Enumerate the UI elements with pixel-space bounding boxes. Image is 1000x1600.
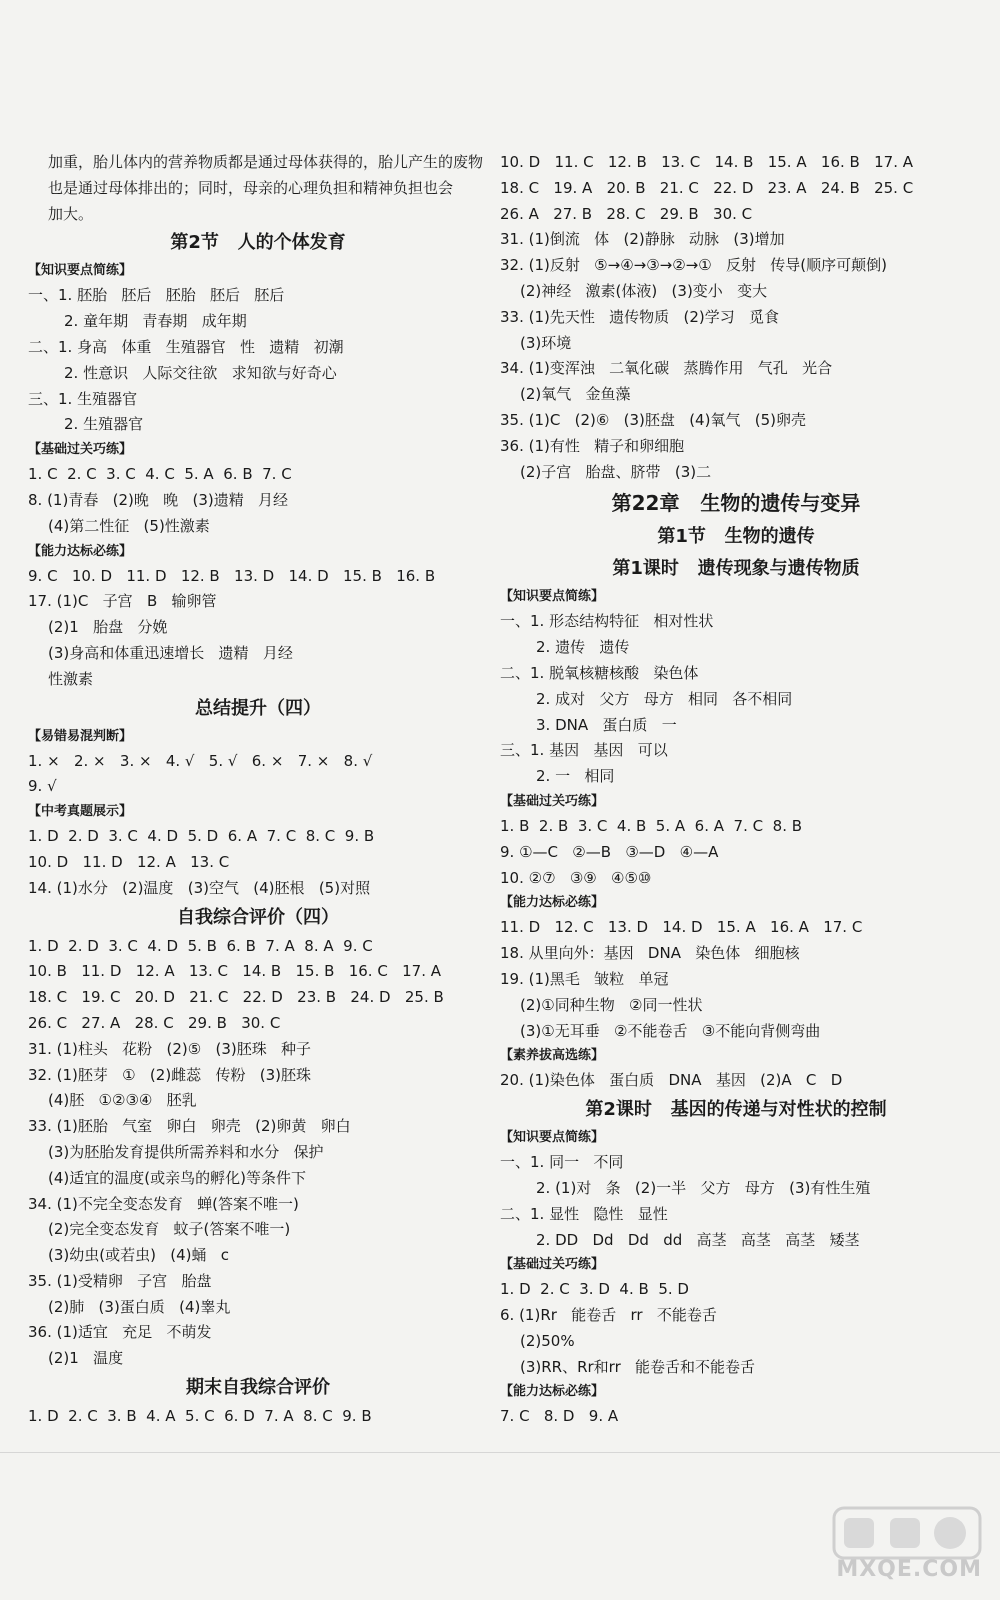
left-section-label: 【易错易混判断】 xyxy=(28,728,133,744)
right-answer-line: 18. C 19. A 20. B 21. C 22. D 23. A 24. B 25. C xyxy=(500,178,914,197)
left-section-label: 【中考真题展示】 xyxy=(28,804,133,820)
left-answer-line: 35. (1)受精卵 子宫 胎盘 xyxy=(28,1271,212,1290)
left-answer-line: 二、1. 身高 体重 生殖器官 性 遗精 初潮 xyxy=(28,337,344,356)
right-answer-line: 31. (1)倒流 体 (2)静脉 动脉 (3)增加 xyxy=(500,230,785,249)
right-column xyxy=(500,150,972,1430)
right-answer-line: 2. DD Dd Dd dd 高茎 高茎 高茎 矮茎 xyxy=(536,1230,860,1249)
right-answer-line: 一、1. 形态结构特征 相对性状 xyxy=(500,612,714,631)
left-section-label: 【基础过关巧练】 xyxy=(28,442,133,458)
left-answer-line: 1. D 2. D 3. C 4. D 5. B 6. B 7. A 8. A 9. C xyxy=(28,936,373,955)
right-section-label: 【知识要点简练】 xyxy=(500,1130,605,1146)
right-answer-line: 18. 从里向外：基因 DNA 染色体 细胞核 xyxy=(500,944,800,963)
right-answer-line: 36. (1)有性 精子和卵细胞 xyxy=(500,436,685,455)
left-answer-line: 18. C 19. C 20. D 21. C 22. D 23. B 24. D 25. B xyxy=(28,988,444,1007)
left-answer-line: 1. D 2. C 3. B 4. A 5. C 6. D 7. A 8. C 9. B xyxy=(28,1407,372,1426)
right-answer-line: 26. A 27. B 28. C 29. B 30. C xyxy=(500,204,753,223)
left-column xyxy=(28,150,488,1430)
right-chapter-heading: 第22章 生物的遗传与变异 xyxy=(611,491,861,516)
left-answer-line: (4)第二性征 (5)性激素 xyxy=(48,516,210,535)
right-answer-line: 1. B 2. B 3. C 4. B 5. A 6. A 7. C 8. B xyxy=(500,816,803,835)
left-answer-line: 2. 生殖器官 xyxy=(64,415,144,434)
right-answer-line: 11. D 12. C 13. D 14. D 15. A 16. A 17. C xyxy=(500,918,863,937)
left-answer-line: 性激素 xyxy=(48,669,94,688)
left-answer-line: 36. (1)适宜 充足 不萌发 xyxy=(28,1323,212,1342)
left-answer-line: 加大。 xyxy=(48,204,94,223)
left-answer-line: 三、1. 生殖器官 xyxy=(28,389,138,408)
left-answer-line: 加重，胎儿体内的营养物质都是通过母体获得的，胎儿产生的废物 xyxy=(48,153,484,171)
right-section-label: 【基础过关巧练】 xyxy=(500,1257,605,1273)
left-answer-line: (2)1 温度 xyxy=(48,1349,124,1368)
page-divider xyxy=(0,1452,1000,1453)
left-answer-line: 31. (1)柱头 花粉 (2)⑤ (3)胚珠 种子 xyxy=(28,1039,312,1058)
right-answer-line: 2. 一 相同 xyxy=(536,767,615,786)
left-answer-line: (3)身高和体重迅速增长 遗精 月经 xyxy=(48,643,293,662)
left-answer-line: 1. D 2. D 3. C 4. D 5. D 6. A 7. C 8. C 9. B xyxy=(28,827,375,846)
left-answer-line: 9. C 10. D 11. D 12. B 13. D 14. D 15. B 16. B xyxy=(28,566,436,585)
left-answer-line: 34. (1)不完全变态发育 蝉(答案不唯一) xyxy=(28,1194,299,1213)
right-answer-line: 2. 遗传 遗传 xyxy=(536,638,630,657)
left-answer-line: (4)适宜的温度(或亲鸟的孵化)等条件下 xyxy=(48,1168,306,1187)
right-answer-line: 二、1. 脱氧核糖核酸 染色体 xyxy=(500,663,699,682)
left-answer-line: (2)肺 (3)蛋白质 (4)睾丸 xyxy=(48,1297,231,1316)
right-answer-line: 35. (1)C (2)⑥ (3)胚盘 (4)氧气 (5)卵壳 xyxy=(500,410,806,429)
right-heading: 第2课时 基因的传递与对性状的控制 xyxy=(585,1099,887,1121)
right-heading: 第1课时 遗传现象与遗传物质 xyxy=(612,558,860,580)
left-answer-line: 8. (1)青春 (2)晚 晚 (3)遗精 月经 xyxy=(28,490,289,509)
right-answer-line: 19. (1)黑毛 皱粒 单冠 xyxy=(500,969,669,988)
left-answer-line: 也是通过母体排出的；同时，母亲的心理负担和精神负担也会 xyxy=(48,178,454,197)
right-section-label: 【能力达标必练】 xyxy=(500,1384,605,1400)
right-answer-line: 7. C 8. D 9. A xyxy=(500,1407,619,1426)
right-answer-line: 1. D 2. C 3. D 4. B 5. D xyxy=(500,1280,689,1299)
left-answer-line: 2. 童年期 青春期 成年期 xyxy=(64,312,247,331)
left-heading: 总结提升（四） xyxy=(195,697,321,719)
right-answer-line: 三、1. 基因 基因 可以 xyxy=(500,741,668,760)
left-answer-line: (3)为胚胎发育提供所需养料和水分 保护 xyxy=(48,1142,324,1161)
left-answer-line: 10. B 11. D 12. A 13. C 14. B 15. B 16. C 17. A xyxy=(28,962,442,981)
right-answer-line: (3)RR、Rr和rr 能卷舌和不能卷舌 xyxy=(520,1357,756,1376)
right-answer-line: (2)50% xyxy=(520,1331,575,1350)
left-answer-line: 2. 性意识 人际交往欲 求知欲与好奇心 xyxy=(64,363,337,382)
right-answer-line: 二、1. 显性 隐性 显性 xyxy=(500,1204,668,1223)
left-answer-line: 26. C 27. A 28. C 29. B 30. C xyxy=(28,1013,281,1032)
right-section-label: 【知识要点简练】 xyxy=(500,589,605,605)
left-answer-line: 9. √ xyxy=(28,777,57,796)
right-answer-line: 32. (1)反射 ⑤→④→③→②→① 反射 传导(顺序可颠倒) xyxy=(500,256,887,275)
left-answer-line: 32. (1)胚芽 ① (2)雌蕊 传粉 (3)胚珠 xyxy=(28,1065,312,1084)
left-section-label: 【能力达标必练】 xyxy=(28,543,133,559)
right-answer-line: 20. (1)染色体 蛋白质 DNA 基因 (2)A C D xyxy=(500,1071,843,1090)
right-answer-line: 2. (1)对 条 (2)一半 父方 母方 (3)有性生殖 xyxy=(536,1178,871,1197)
left-heading: 自我综合评价（四） xyxy=(177,906,339,928)
right-answer-line: 10. D 11. C 12. B 13. C 14. B 15. A 16. B 17. A xyxy=(500,153,914,171)
left-answer-line: (3)幼虫(或若虫) (4)蛹 c xyxy=(48,1246,230,1265)
left-answer-line: (2)完全变态发育 蚊子(答案不唯一) xyxy=(48,1220,291,1239)
left-answer-line: (4)胚 ①②③④ 胚乳 xyxy=(48,1091,197,1110)
left-answer-line: 17. (1)C 子宫 B 输卵管 xyxy=(28,592,217,611)
left-answer-line: 1. C 2. C 3. C 4. C 5. A 6. B 7. C xyxy=(28,465,292,484)
right-answer-line: 一、1. 同一 不同 xyxy=(500,1153,624,1172)
right-section-label: 【素养拔高选练】 xyxy=(500,1048,605,1064)
right-answer-line: (3)环境 xyxy=(520,333,572,352)
right-heading: 第1节 生物的遗传 xyxy=(657,526,815,548)
left-answer-line: 10. D 11. D 12. A 13. C xyxy=(28,852,230,871)
right-answer-line: 3. DNA 蛋白质 一 xyxy=(536,715,677,734)
left-answer-line: 33. (1)胚胎 气室 卵白 卵壳 (2)卵黄 卵白 xyxy=(28,1117,351,1136)
left-answer-line: 1. × 2. × 3. × 4. √ 5. √ 6. × 7. × 8. √ xyxy=(28,751,373,770)
right-answer-line: 10. ②⑦ ③⑨ ④⑤⑩ xyxy=(500,868,652,887)
right-section-label: 【基础过关巧练】 xyxy=(500,793,605,809)
left-answer-line: (2)1 胎盘 分娩 xyxy=(48,618,168,637)
left-heading: 期末自我综合评价 xyxy=(186,1377,330,1399)
right-answer-line: 2. 成对 父方 母方 相同 各不相同 xyxy=(536,689,793,708)
right-answer-line: 34. (1)变浑浊 二氧化碳 蒸腾作用 气孔 光合 xyxy=(500,359,833,378)
left-answer-line: 14. (1)水分 (2)温度 (3)空气 (4)胚根 (5)对照 xyxy=(28,878,371,897)
watermark-text: MXQE.COM xyxy=(836,1557,982,1582)
right-answer-line: (2)氧气 金鱼藻 xyxy=(520,385,631,404)
right-answer-line: (2)①同种生物 ②同一性状 xyxy=(520,995,703,1014)
left-answer-line: 一、1. 胚胎 胚后 胚胎 胚后 胚后 xyxy=(28,286,285,305)
right-section-label: 【能力达标必练】 xyxy=(500,895,605,911)
right-answer-line: 6. (1)Rr 能卷舌 rr 不能卷舌 xyxy=(500,1306,717,1325)
right-answer-line: 33. (1)先天性 遗传物质 (2)学习 觅食 xyxy=(500,307,780,326)
left-section-label: 【知识要点简练】 xyxy=(28,263,133,279)
left-heading: 第2节 人的个体发育 xyxy=(170,232,346,254)
right-answer-line: 9. ①—C ②—B ③—D ④—A xyxy=(500,842,719,861)
right-answer-line: (3)①无耳垂 ②不能卷舌 ③不能向背侧弯曲 xyxy=(520,1021,821,1040)
right-answer-line: (2)子宫 胎盘、脐带 (3)二 xyxy=(520,462,712,481)
right-answer-line: (2)神经 激素(体液) (3)变小 变大 xyxy=(520,281,768,300)
